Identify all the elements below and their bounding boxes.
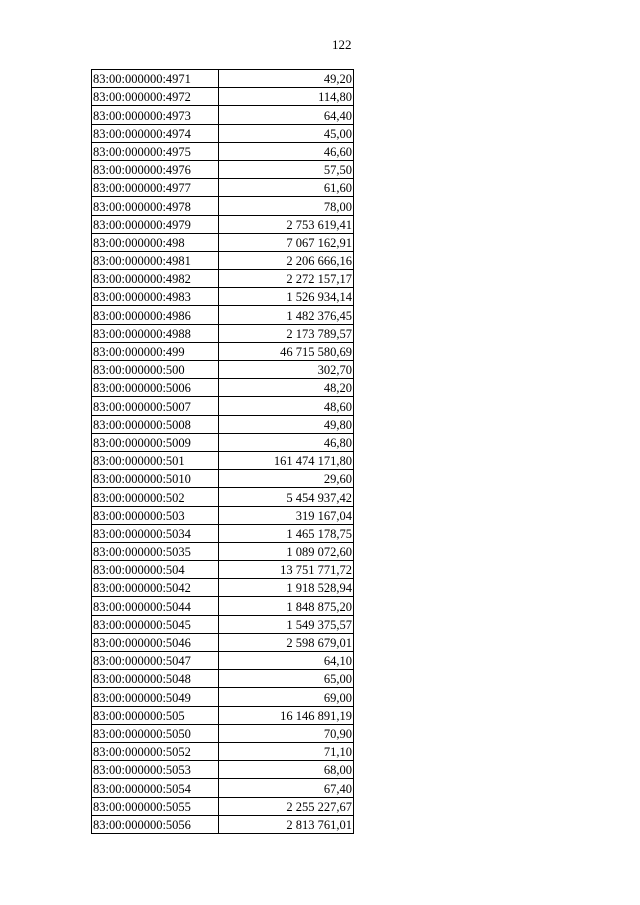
value-cell: 68,00 bbox=[219, 761, 354, 779]
table-row bbox=[92, 124, 354, 142]
value-cell: 161 474 171,80 bbox=[219, 451, 354, 469]
cadastral-number-cell: 83:00:000000:499 bbox=[92, 342, 219, 360]
cadastral-number-cell: 83:00:000000:5048 bbox=[92, 670, 219, 688]
cadastral-number-cell: 83:00:000000:502 bbox=[92, 488, 219, 506]
cadastral-number-cell: 83:00:000000:5010 bbox=[92, 470, 219, 488]
table-row bbox=[92, 197, 354, 215]
value-cell: 2 173 789,57 bbox=[219, 324, 354, 342]
table-row bbox=[92, 233, 354, 251]
value-cell: 1 918 528,94 bbox=[219, 579, 354, 597]
cadastral-number-cell: 83:00:000000:505 bbox=[92, 706, 219, 724]
cadastral-number-cell: 83:00:000000:504 bbox=[92, 561, 219, 579]
cadastral-number-cell: 83:00:000000:4986 bbox=[92, 306, 219, 324]
cadastral-number-cell: 83:00:000000:5054 bbox=[92, 779, 219, 797]
table-row bbox=[92, 579, 354, 597]
table-row bbox=[92, 742, 354, 760]
table-row bbox=[92, 615, 354, 633]
value-cell: 1 549 375,57 bbox=[219, 615, 354, 633]
table-row bbox=[92, 160, 354, 178]
cadastral-number-cell: 83:00:000000:4978 bbox=[92, 197, 219, 215]
value-cell: 65,00 bbox=[219, 670, 354, 688]
table-row bbox=[92, 815, 354, 833]
value-cell: 2 206 666,16 bbox=[219, 251, 354, 269]
cadastral-number-cell: 83:00:000000:503 bbox=[92, 506, 219, 524]
value-cell: 2 813 761,01 bbox=[219, 815, 354, 833]
cadastral-number-cell: 83:00:000000:5053 bbox=[92, 761, 219, 779]
table-row bbox=[92, 324, 354, 342]
cadastral-number-cell: 83:00:000000:5046 bbox=[92, 633, 219, 651]
value-cell: 1 465 178,75 bbox=[219, 524, 354, 542]
cadastral-number-cell: 83:00:000000:4988 bbox=[92, 324, 219, 342]
value-cell: 1 526 934,14 bbox=[219, 288, 354, 306]
value-cell: 70,90 bbox=[219, 724, 354, 742]
table-row bbox=[92, 361, 354, 379]
value-cell: 46,80 bbox=[219, 433, 354, 451]
cadastral-number-cell: 83:00:000000:4983 bbox=[92, 288, 219, 306]
table-row bbox=[92, 670, 354, 688]
table-row bbox=[92, 652, 354, 670]
value-cell: 46,60 bbox=[219, 142, 354, 160]
value-cell: 64,40 bbox=[219, 106, 354, 124]
table-row bbox=[92, 106, 354, 124]
table-row bbox=[92, 470, 354, 488]
value-cell: 46 715 580,69 bbox=[219, 342, 354, 360]
cadastral-number-cell: 83:00:000000:4974 bbox=[92, 124, 219, 142]
table-row bbox=[92, 451, 354, 469]
table-row bbox=[92, 342, 354, 360]
cadastral-number-cell: 83:00:000000:5006 bbox=[92, 379, 219, 397]
table-row bbox=[92, 761, 354, 779]
value-cell: 114,80 bbox=[219, 88, 354, 106]
cadastral-number-cell: 83:00:000000:4979 bbox=[92, 215, 219, 233]
table-row bbox=[92, 524, 354, 542]
table-row bbox=[92, 688, 354, 706]
value-cell: 61,60 bbox=[219, 179, 354, 197]
value-cell: 16 146 891,19 bbox=[219, 706, 354, 724]
table-row bbox=[92, 88, 354, 106]
value-cell: 57,50 bbox=[219, 160, 354, 178]
table-row bbox=[92, 597, 354, 615]
value-cell: 1 482 376,45 bbox=[219, 306, 354, 324]
value-cell: 302,70 bbox=[219, 361, 354, 379]
cadastral-number-cell: 83:00:000000:4976 bbox=[92, 160, 219, 178]
table-row bbox=[92, 215, 354, 233]
value-cell: 5 454 937,42 bbox=[219, 488, 354, 506]
cadastral-number-cell: 83:00:000000:5009 bbox=[92, 433, 219, 451]
value-cell: 69,00 bbox=[219, 688, 354, 706]
cadastral-number-cell: 83:00:000000:5049 bbox=[92, 688, 219, 706]
value-cell: 2 598 679,01 bbox=[219, 633, 354, 651]
cadastral-number-cell: 83:00:000000:5008 bbox=[92, 415, 219, 433]
value-cell: 45,00 bbox=[219, 124, 354, 142]
cadastral-number-cell: 83:00:000000:4977 bbox=[92, 179, 219, 197]
cadastral-number-cell: 83:00:000000:4982 bbox=[92, 270, 219, 288]
table-row bbox=[92, 179, 354, 197]
cadastral-value-table bbox=[91, 69, 354, 834]
cadastral-number-cell: 83:00:000000:5050 bbox=[92, 724, 219, 742]
value-cell: 49,20 bbox=[219, 70, 354, 88]
value-cell: 67,40 bbox=[219, 779, 354, 797]
cadastral-number-cell: 83:00:000000:501 bbox=[92, 451, 219, 469]
table-row bbox=[92, 561, 354, 579]
table-row bbox=[92, 779, 354, 797]
cadastral-number-cell: 83:00:000000:498 bbox=[92, 233, 219, 251]
value-cell: 13 751 771,72 bbox=[219, 561, 354, 579]
table-row bbox=[92, 415, 354, 433]
value-cell: 49,80 bbox=[219, 415, 354, 433]
value-cell: 64,10 bbox=[219, 652, 354, 670]
table-row bbox=[92, 397, 354, 415]
cadastral-number-cell: 83:00:000000:4981 bbox=[92, 251, 219, 269]
table-row bbox=[92, 270, 354, 288]
cadastral-number-cell: 83:00:000000:5035 bbox=[92, 542, 219, 560]
table-row bbox=[92, 288, 354, 306]
cadastral-number-cell: 83:00:000000:5045 bbox=[92, 615, 219, 633]
table-row bbox=[92, 706, 354, 724]
table-row bbox=[92, 142, 354, 160]
table-row bbox=[92, 797, 354, 815]
value-cell: 1 089 072,60 bbox=[219, 542, 354, 560]
cadastral-number-cell: 83:00:000000:4971 bbox=[92, 70, 219, 88]
cadastral-number-cell: 83:00:000000:500 bbox=[92, 361, 219, 379]
cadastral-number-cell: 83:00:000000:5007 bbox=[92, 397, 219, 415]
cadastral-number-cell: 83:00:000000:5047 bbox=[92, 652, 219, 670]
value-cell: 78,00 bbox=[219, 197, 354, 215]
cadastral-number-cell: 83:00:000000:4972 bbox=[92, 88, 219, 106]
cadastral-number-cell: 83:00:000000:4975 bbox=[92, 142, 219, 160]
table-row bbox=[92, 70, 354, 88]
value-cell: 48,20 bbox=[219, 379, 354, 397]
cadastral-number-cell: 83:00:000000:4973 bbox=[92, 106, 219, 124]
value-cell: 319 167,04 bbox=[219, 506, 354, 524]
table-row bbox=[92, 724, 354, 742]
cadastral-number-cell: 83:00:000000:5034 bbox=[92, 524, 219, 542]
table-row bbox=[92, 251, 354, 269]
value-cell: 29,60 bbox=[219, 470, 354, 488]
table-row bbox=[92, 633, 354, 651]
cadastral-number-cell: 83:00:000000:5056 bbox=[92, 815, 219, 833]
value-cell: 1 848 875,20 bbox=[219, 597, 354, 615]
table-body bbox=[92, 70, 354, 834]
value-cell: 2 272 157,17 bbox=[219, 270, 354, 288]
value-cell: 71,10 bbox=[219, 742, 354, 760]
value-cell: 48,60 bbox=[219, 397, 354, 415]
cadastral-number-cell: 83:00:000000:5042 bbox=[92, 579, 219, 597]
table-row bbox=[92, 542, 354, 560]
value-cell: 7 067 162,91 bbox=[219, 233, 354, 251]
cadastral-number-cell: 83:00:000000:5055 bbox=[92, 797, 219, 815]
table-row bbox=[92, 433, 354, 451]
value-cell: 2 255 227,67 bbox=[219, 797, 354, 815]
table-row bbox=[92, 506, 354, 524]
value-cell: 2 753 619,41 bbox=[219, 215, 354, 233]
table-row bbox=[92, 488, 354, 506]
page-number: 122 bbox=[332, 37, 352, 52]
cadastral-number-cell: 83:00:000000:5044 bbox=[92, 597, 219, 615]
table-row bbox=[92, 306, 354, 324]
table-row bbox=[92, 379, 354, 397]
cadastral-number-cell: 83:00:000000:5052 bbox=[92, 742, 219, 760]
